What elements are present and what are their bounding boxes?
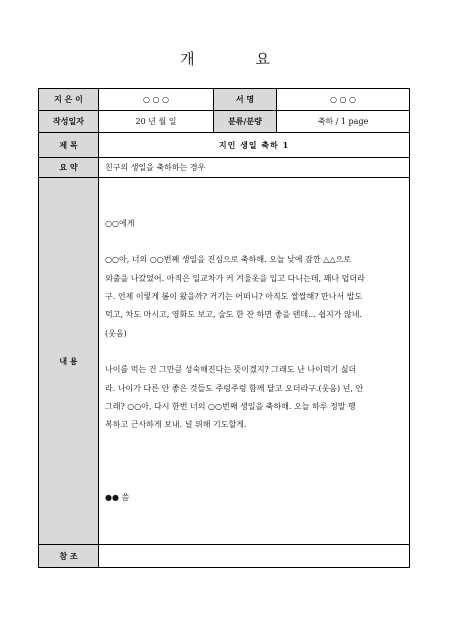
letter-line: 복하고 근사하게 보내. 널 위해 기도할게. [105,420,247,430]
letter-line: ○○아, 너의 ○○번째 생일을 진심으로 축하해. 오늘 낮에 잠깐 △△으로 [105,255,351,265]
content-label: 내 용 [39,178,99,545]
summary-form [38,88,410,568]
reference-label: 참 조 [39,545,99,568]
page-title: 개 요 [180,50,298,68]
signature-value: ○ ○ ○ [277,89,410,111]
letter-line: 구. 언제 이렇게 봄이 왔을까? 거기는 어떠니? 아직도 쌀쌀해? 만나서 밥도 [105,291,363,301]
date-value: 20 년 월 일 [99,111,214,133]
letter-line: (웃음) [105,328,127,338]
subject-label: 제 목 [39,133,99,158]
signature-label: 서 명 [214,89,277,111]
letter-line: 먹고, 차도 마시고, 영화도 보고, 술도 한 잔 하면 좋을 텐데... 쉽지가 않네. [105,310,362,320]
letter-greeting: ○○에게 [105,218,135,228]
reference-value [99,545,410,568]
date-label: 작성일자 [39,111,99,133]
letter-line: 외출을 나갔었어. 아직은 일교차가 커 겨울옷을 입고 다니는데, 꽤나 덥더라 [105,273,365,283]
letter-closing: ●● 씀 [105,492,130,502]
letter-line: 그래? ○○아, 다시 한번 너의 ○○번째 생일을 축하해. 오늘 하루 정말 행 [105,402,356,412]
letter-line: 라. 나이가 다른 안 좋은 것들도 주렁주렁 함께 달고 오더라구.(웃음) 넌, 안 [105,383,364,393]
subject-value: 지인 생일 축하 1 [99,133,410,158]
category-label: 분류/분량 [214,111,277,133]
letter-line: 나이를 먹는 건 그만큼 성숙해진다는 뜻이겠지? 그래도 난 나이먹기 싫더 [105,365,357,375]
category-value: 축하 / 1 page [277,111,410,133]
author-value: ○ ○ ○ [99,89,214,111]
letter-content [99,178,410,545]
summary-label: 요 약 [39,158,99,178]
author-label: 지 은 이 [39,89,99,111]
summary-value: 친구의 생일을 축하하는 경우 [99,158,410,178]
